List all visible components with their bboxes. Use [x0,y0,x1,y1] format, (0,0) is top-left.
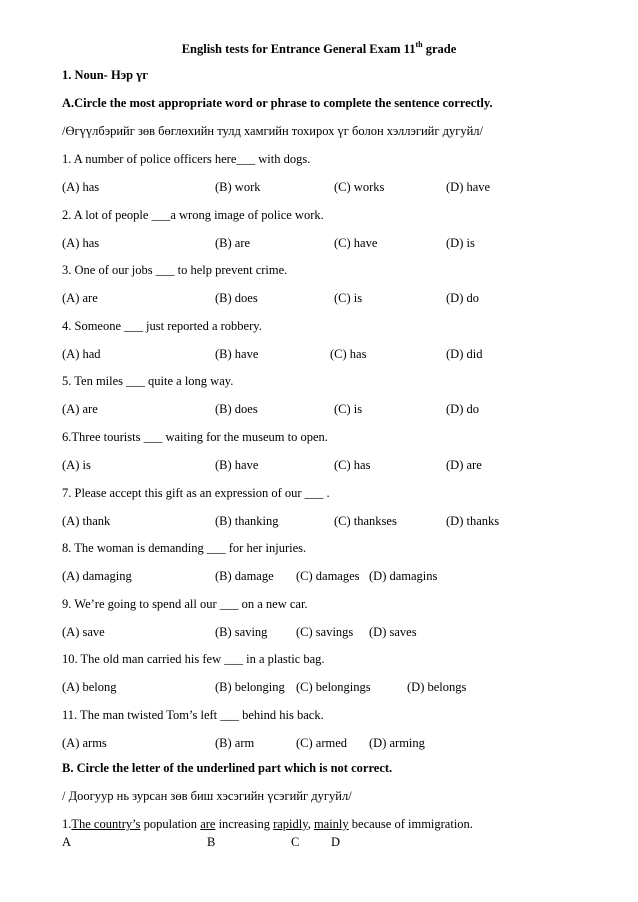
option-d[interactable]: (D) did [446,347,483,361]
option-a[interactable]: (A) save [62,625,105,639]
option-b[interactable]: (B) does [215,291,258,305]
option-c[interactable]: (C) have [334,236,378,250]
option-b[interactable]: (B) have [215,458,259,472]
option-c[interactable]: (C) is [334,402,363,416]
part-b-instruction: / Доогуур нь зурсан зөв биш хэсэгийн үсэгийг дугуйл/ [62,789,352,803]
letter-a: A [62,835,72,849]
underlined-part-d: mainly [313,817,349,831]
letter-d: D [331,835,341,849]
question-text: 10. The old man carried his few ___ in a plastic bag. [62,652,325,666]
option-b[interactable]: (B) have [215,347,259,361]
option-b[interactable]: (B) does [215,402,258,416]
option-d[interactable]: (D) damagins [369,569,438,583]
question-text: 5. Ten miles ___ quite a long way. [62,374,234,388]
option-b[interactable]: (B) belonging [215,680,285,694]
option-a[interactable]: (A) are [62,291,98,305]
option-a[interactable]: (A) arms [62,736,107,750]
question-text: 11. The man twisted Tom’s left ___ behind his back. [62,708,324,722]
option-d[interactable]: (D) is [446,236,475,250]
letter-b: B [207,835,216,849]
option-d[interactable]: (D) do [446,402,479,416]
option-d[interactable]: (D) do [446,291,479,305]
part-a-instruction: /Өгүүлбэрийг зөв бөглөхийн тулд хамгийн тохирох үг болон хэллэгийг дугуйл/ [62,124,484,138]
option-b[interactable]: (B) thanking [215,514,279,528]
question-text: 4. Someone ___ just reported a robbery. [62,319,262,333]
option-b[interactable]: (B) work [215,180,261,194]
option-a[interactable]: (A) thank [62,514,111,528]
option-c[interactable]: (C) damages [296,569,360,583]
section-heading-noun: 1. Noun- Нэр үг [62,68,149,82]
option-c[interactable]: (C) has [334,458,371,472]
option-d[interactable]: (D) saves [369,625,417,639]
underlined-part-a: The country’s [71,817,141,831]
letter-c: C [291,835,300,849]
option-a[interactable]: (A) has [62,236,100,250]
option-a[interactable]: (A) has [62,180,100,194]
option-c[interactable]: (C) armed [296,736,348,750]
part-a-heading: A.Circle the most appropriate word or phrase to complete the sentence correctly. [62,96,493,110]
option-d[interactable]: (D) belongs [407,680,467,694]
option-a[interactable]: (A) had [62,347,101,361]
part-b-heading: B. Circle the letter of the underlined part which is not correct. [62,761,393,775]
question-text: 1. A number of police officers here___ with dogs. [62,152,311,166]
option-c[interactable]: (C) has [330,347,367,361]
option-b[interactable]: (B) damage [215,569,274,583]
option-a[interactable]: (A) belong [62,680,117,694]
underlined-part-c: rapidly [273,817,308,831]
option-c[interactable]: (C) belongings [296,680,371,694]
question-text: 7. Please accept this gift as an expression of our ___ . [62,486,330,500]
part-b-question-1: 1.The country’s population are increasing rapidly, mainly because of immigration. [62,817,473,831]
question-text: 2. A lot of people ___a wrong image of police work. [62,208,324,222]
option-c[interactable]: (C) works [334,180,385,194]
option-c[interactable]: (C) thankses [334,514,397,528]
option-d[interactable]: (D) are [446,458,482,472]
question-text: 8. The woman is demanding ___ for her injuries. [62,541,307,555]
option-d[interactable]: (D) thanks [446,514,500,528]
question-text: 6.Three tourists ___ waiting for the museum to open. [62,430,328,444]
question-text: 3. One of our jobs ___ to help prevent crime. [62,263,288,277]
option-b[interactable]: (B) are [215,236,251,250]
page-title: English tests for Entrance General Exam 11th grade [181,40,457,57]
option-d[interactable]: (D) have [446,180,491,194]
option-a[interactable]: (A) are [62,402,98,416]
underlined-part-b: are [200,817,216,831]
option-a[interactable]: (A) damaging [62,569,132,583]
option-c[interactable]: (C) is [334,291,363,305]
option-d[interactable]: (D) arming [369,736,425,750]
option-b[interactable]: (B) saving [215,625,268,639]
question-number: 1. [62,817,72,831]
option-c[interactable]: (C) savings [296,625,354,639]
question-text: 9. We’re going to spend all our ___ on a new car. [62,597,308,611]
option-b[interactable]: (B) arm [215,736,255,750]
option-a[interactable]: (A) is [62,458,91,472]
